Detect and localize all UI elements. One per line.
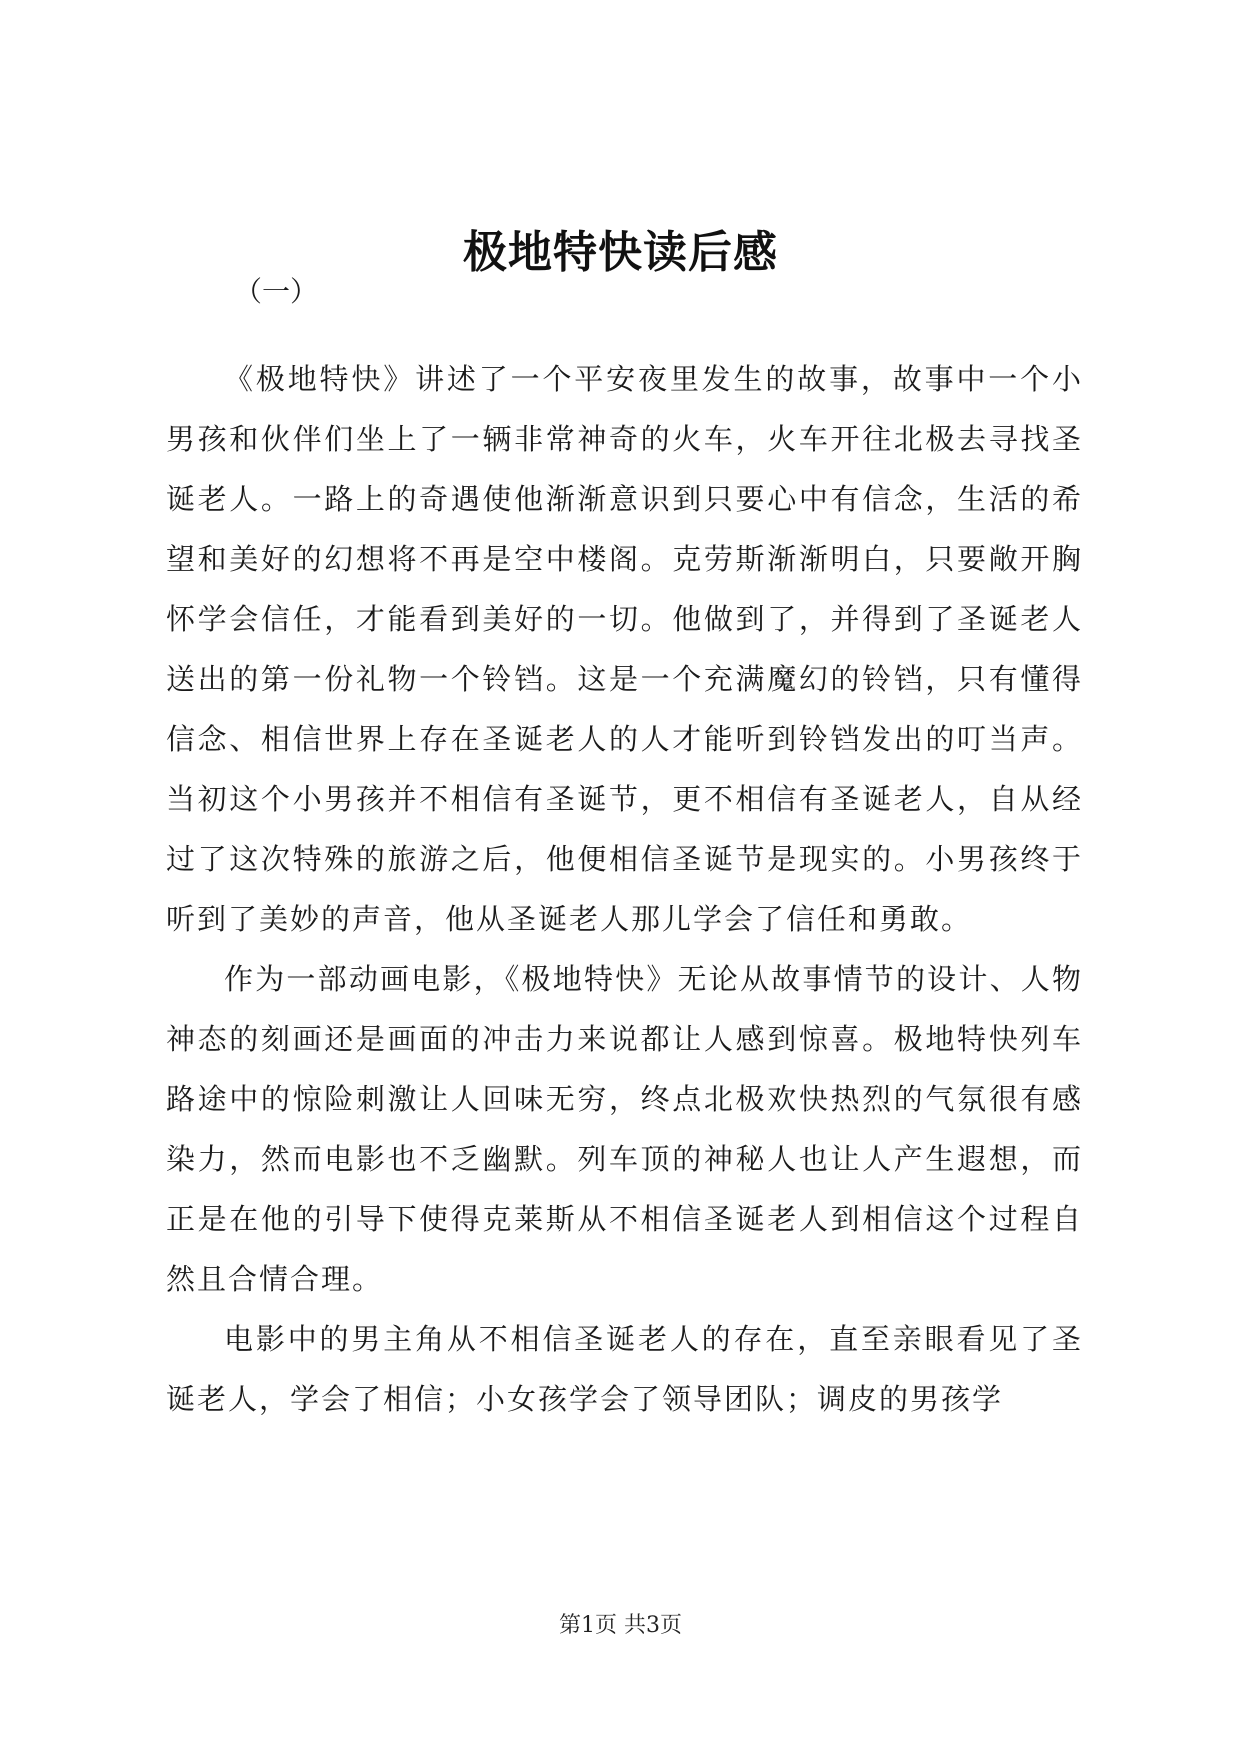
paragraph: 电影中的男主角从不相信圣诞老人的存在，直至亲眼看见了圣诞老人，学会了相信；小女孩学会了领导团队；调皮的男孩学 (166, 1322, 1083, 1416)
page-number-footer: 第1页 共3页 (559, 1613, 682, 1638)
paragraph: 《极地特快》讲述了一个平安夜里发生的故事，故事中一个小男孩和伙伴们坐上了一辆非常神奇的火车，火车开往北极去寻找圣诞老人。一路上的奇遇使他渐渐意识到只要心中有信念，生活的希望和美好的幻想将不再是空中楼阁。克劳斯渐渐明白，只要敞开胸怀学会信任，才能看到美好的一切。他做到了，并得到了圣诞老人送出的第一份礼物一个铃铛。这是一个充满魔幻的铃铛，只有懂得信念、相信世界上存在圣诞老人的人才能听到铃铛发出的叮当声。当初这个小男孩并不相信有圣诞节，更不相信有圣诞老人，自从经过了这次特殊的旅游之后，他便相信圣诞节是现实的。小男孩终于听到了美妙的声音，他从圣诞老人那儿学会了信任和勇敢。 (166, 362, 1083, 936)
section-label: （一） (234, 275, 319, 308)
paragraph: 作为一部动画电影，《极地特快》无论从故事情节的设计、人物神态的刻画还是画面的冲击力来说都让人感到惊喜。极地特快列车路途中的惊险刺激让人回味无穷，终点北极欢快热烈的气氛很有感染力，然而电影也不乏幽默。列车顶的神秘人也让人产生遐想，而正是在他的引导下使得克莱斯从不相信圣诞老人到相信这个过程自然且合情合理。 (166, 962, 1083, 1296)
document-body (166, 349, 1083, 1429)
page-title: 极地特快读后感 (463, 227, 778, 278)
